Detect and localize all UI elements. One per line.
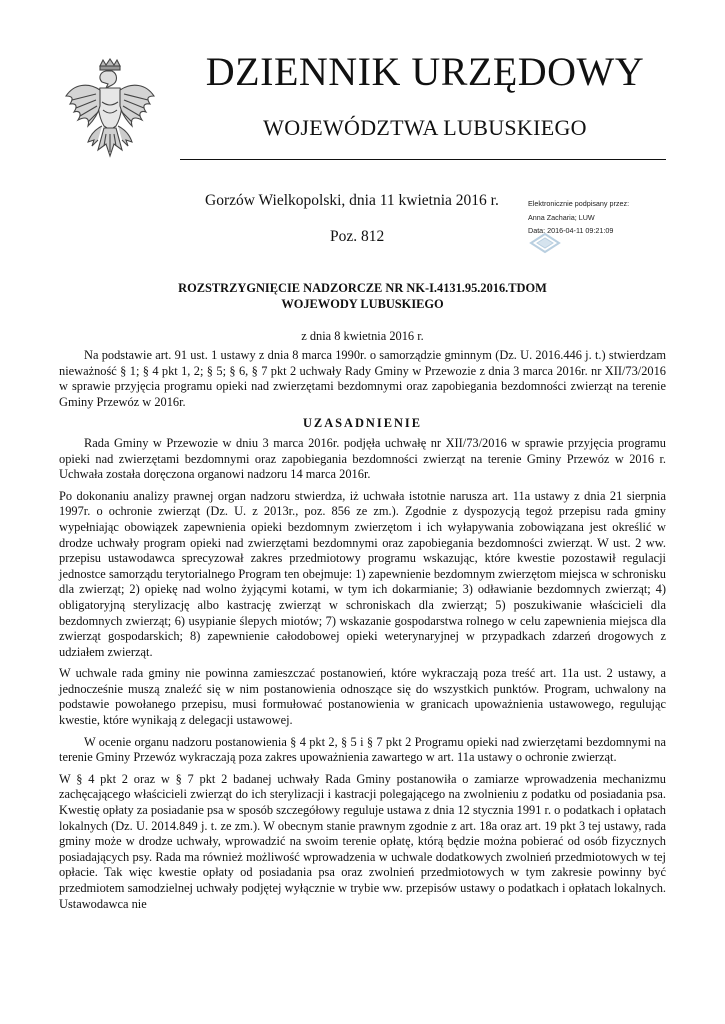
heading-line-2: WOJEWODY LUBUSKIEGO [281, 297, 444, 311]
polish-eagle-emblem-icon [62, 58, 158, 166]
body-paragraph: Po dokonaniu analizy prawnej organ nadzoru stwierdza, iż uchwała istotnie narusza art. 11a ustawy z dnia 21 sierpnia 1997r. o ochronie zwierząt (Dz. U. z 2013r., poz. 856 ze zm.). Zgodnie z dyspozycją tegoż przepisu rada gminy wypełniając obowiązek zapewnienia opieki bezdomnym zwierzętom i ich wyłapywania zobowiązana jest określić w drodze uchwały program opieki nad zwierzętami bezdomnymi oraz zapobiegania bezdomności zwierząt. W ust. 2 ww. przepisu ustawodawca sprecyzował zakres przedmiotowy programu wskazując, które kwestie pozostawił regulacji jednostce samorządu terytorialnego Program ten obejmuje: 1) zapewnienie bezdomnym zwierzętom miejsca w schronisku dla zwierząt; 2) opiekę nad wolno żyjącymi kotami, w tym ich dokarmianie; 3) odławianie bezdomnych zwierząt; 4) obligatoryjną sterylizację albo kastrację zwierząt w schroniskach dla zwierząt; 5) poszukiwanie właścicieli dla bezdomnych zwierząt; 6) usypianie ślepych miotów; 7) wskazanie gospodarstwa rolnego w celu zapewnienia miejsca dla zwierząt gospodarskich; 8) zapewnienie całodobowej opieki weterynaryjnej w przypadkach zdarzeń drogowych z udziałem zwierząt. [59, 488, 666, 659]
body-paragraph: Rada Gminy w Przewozie w dniu 3 marca 2016r. podjęła uchwałę nr XII/73/2016 w sprawie przyjęcia programu opieki nad zwierzętami bezdomnymi oraz zapobiegania bezdomności zwierząt na terenie Gminy Przewóz w 2016 r. Uchwała została doręczona organowi nadzoru 14 marca 2016r. [59, 435, 666, 482]
body-paragraph: W uchwale rada gminy nie powinna zamieszczać postanowień, które wykraczają poza treść art. 11a ust. 2 ustawy, a jednocześnie muszą znaleźć się w nim postanowienia odnoszące się do wszystkich punktów. Program, uchwalony na podstawie powołanego przepisu, musi formułować postanowienia w granicach upoważnienia ustawowego, regulując kwestie, które wynikają z delegacji ustawowej. [59, 666, 666, 728]
position-number: Poz. 812 [330, 228, 385, 245]
journal-subtitle: WOJEWÓDZTWA LUBUSKIEGO [263, 115, 587, 140]
signature-label: Elektronicznie podpisany przez: [528, 199, 630, 208]
body-paragraph: W ocenie organu nadzoru postanowienia § 4 pkt 2, § 5 i § 7 pkt 2 Programu opieki nad zwierzętami bezdomnymi na terenie Gminy Przewóz wykraczają poza zakres upoważnienia zawartego w art. 11a ustawy o ochronie zwierząt. [59, 734, 666, 765]
body-paragraph: W § 4 pkt 2 oraz w § 7 pkt 2 badanej uchwały Rada Gminy postanowiła o zamiarze wprowadzenia mechanizmu zachęcającego właścicieli zwierząt do ich sterylizacji i kastracji polegającego na zwolnieniu z podatku od posiadania psa. Kwestię opłaty za posiadanie psa w sposób szczegółowy reguluje ustawa z dnia 12 stycznia 1991 r. o podatkach i opłatach lokalnych (Dz. U. 2014.849 j. t. ze zm.). W obecnym stanie prawnym zgodnie z art. 18a oraz art. 19 pkt 3 tej ustawy, rada gminy może w drodze uchwały, wprowadzić na swoim terenie opłatę, którą będzie można pobierać od osób fizycznych posiadających psy. Rada ma również możliwość wprowadzenia w uchwale dodatkowych zwolnień przedmiotowych w tej opłacie. Tak więc kwestie opłaty od posiadania psa oraz zwolnień przedmiotowych w tym zakresie powinny być przedmiotem samodzielnej uchwały podjętej wyłącznie w trybie ww. przepisów ustawy o podatkach i opłatach lokalnych. Ustawodawca nie [59, 771, 666, 911]
signature-signer: Anna Zacharia; LUW [528, 212, 595, 222]
header-divider [180, 159, 666, 160]
document-heading [60, 280, 665, 312]
place-date: Gorzów Wielkopolski, dnia 11 kwietnia 2016 r. [205, 192, 499, 209]
intro-paragraph: Na podstawie art. 91 ust. 1 ustawy z dnia 8 marca 1990r. o samorządzie gminnym (Dz. U. 2016.446 j. t.) stwierdzam nieważność § 1; § 4 pkt 1, 2; § 5; § 6, § 7 pkt 2 uchwały Rady Gminy w Przewozie z dnia 3 marca 2016r. nr XII/73/2016 w sprawie przyjęcia programu opieki nad zwierzętami bezdomnymi oraz zapobiegania bezdomności zwierząt na terenie Gminy Przewóz w 2016r. [59, 348, 666, 409]
section-title: UZASADNIENIE [302, 416, 423, 431]
journal-title: DZIENNIK URZĘDOWY [205, 49, 645, 94]
heading-line-1: ROZSTRZYGNIĘCIE NADZORCZE NR NK-I.4131.95.2016.TDOM [178, 281, 547, 295]
signature-seal-icon [528, 232, 562, 254]
document-body [59, 348, 666, 918]
signature-date: Data: 2016-04-11 09:21:09 [528, 226, 614, 235]
document-date: z dnia 8 kwietnia 2016 r. [301, 329, 424, 343]
